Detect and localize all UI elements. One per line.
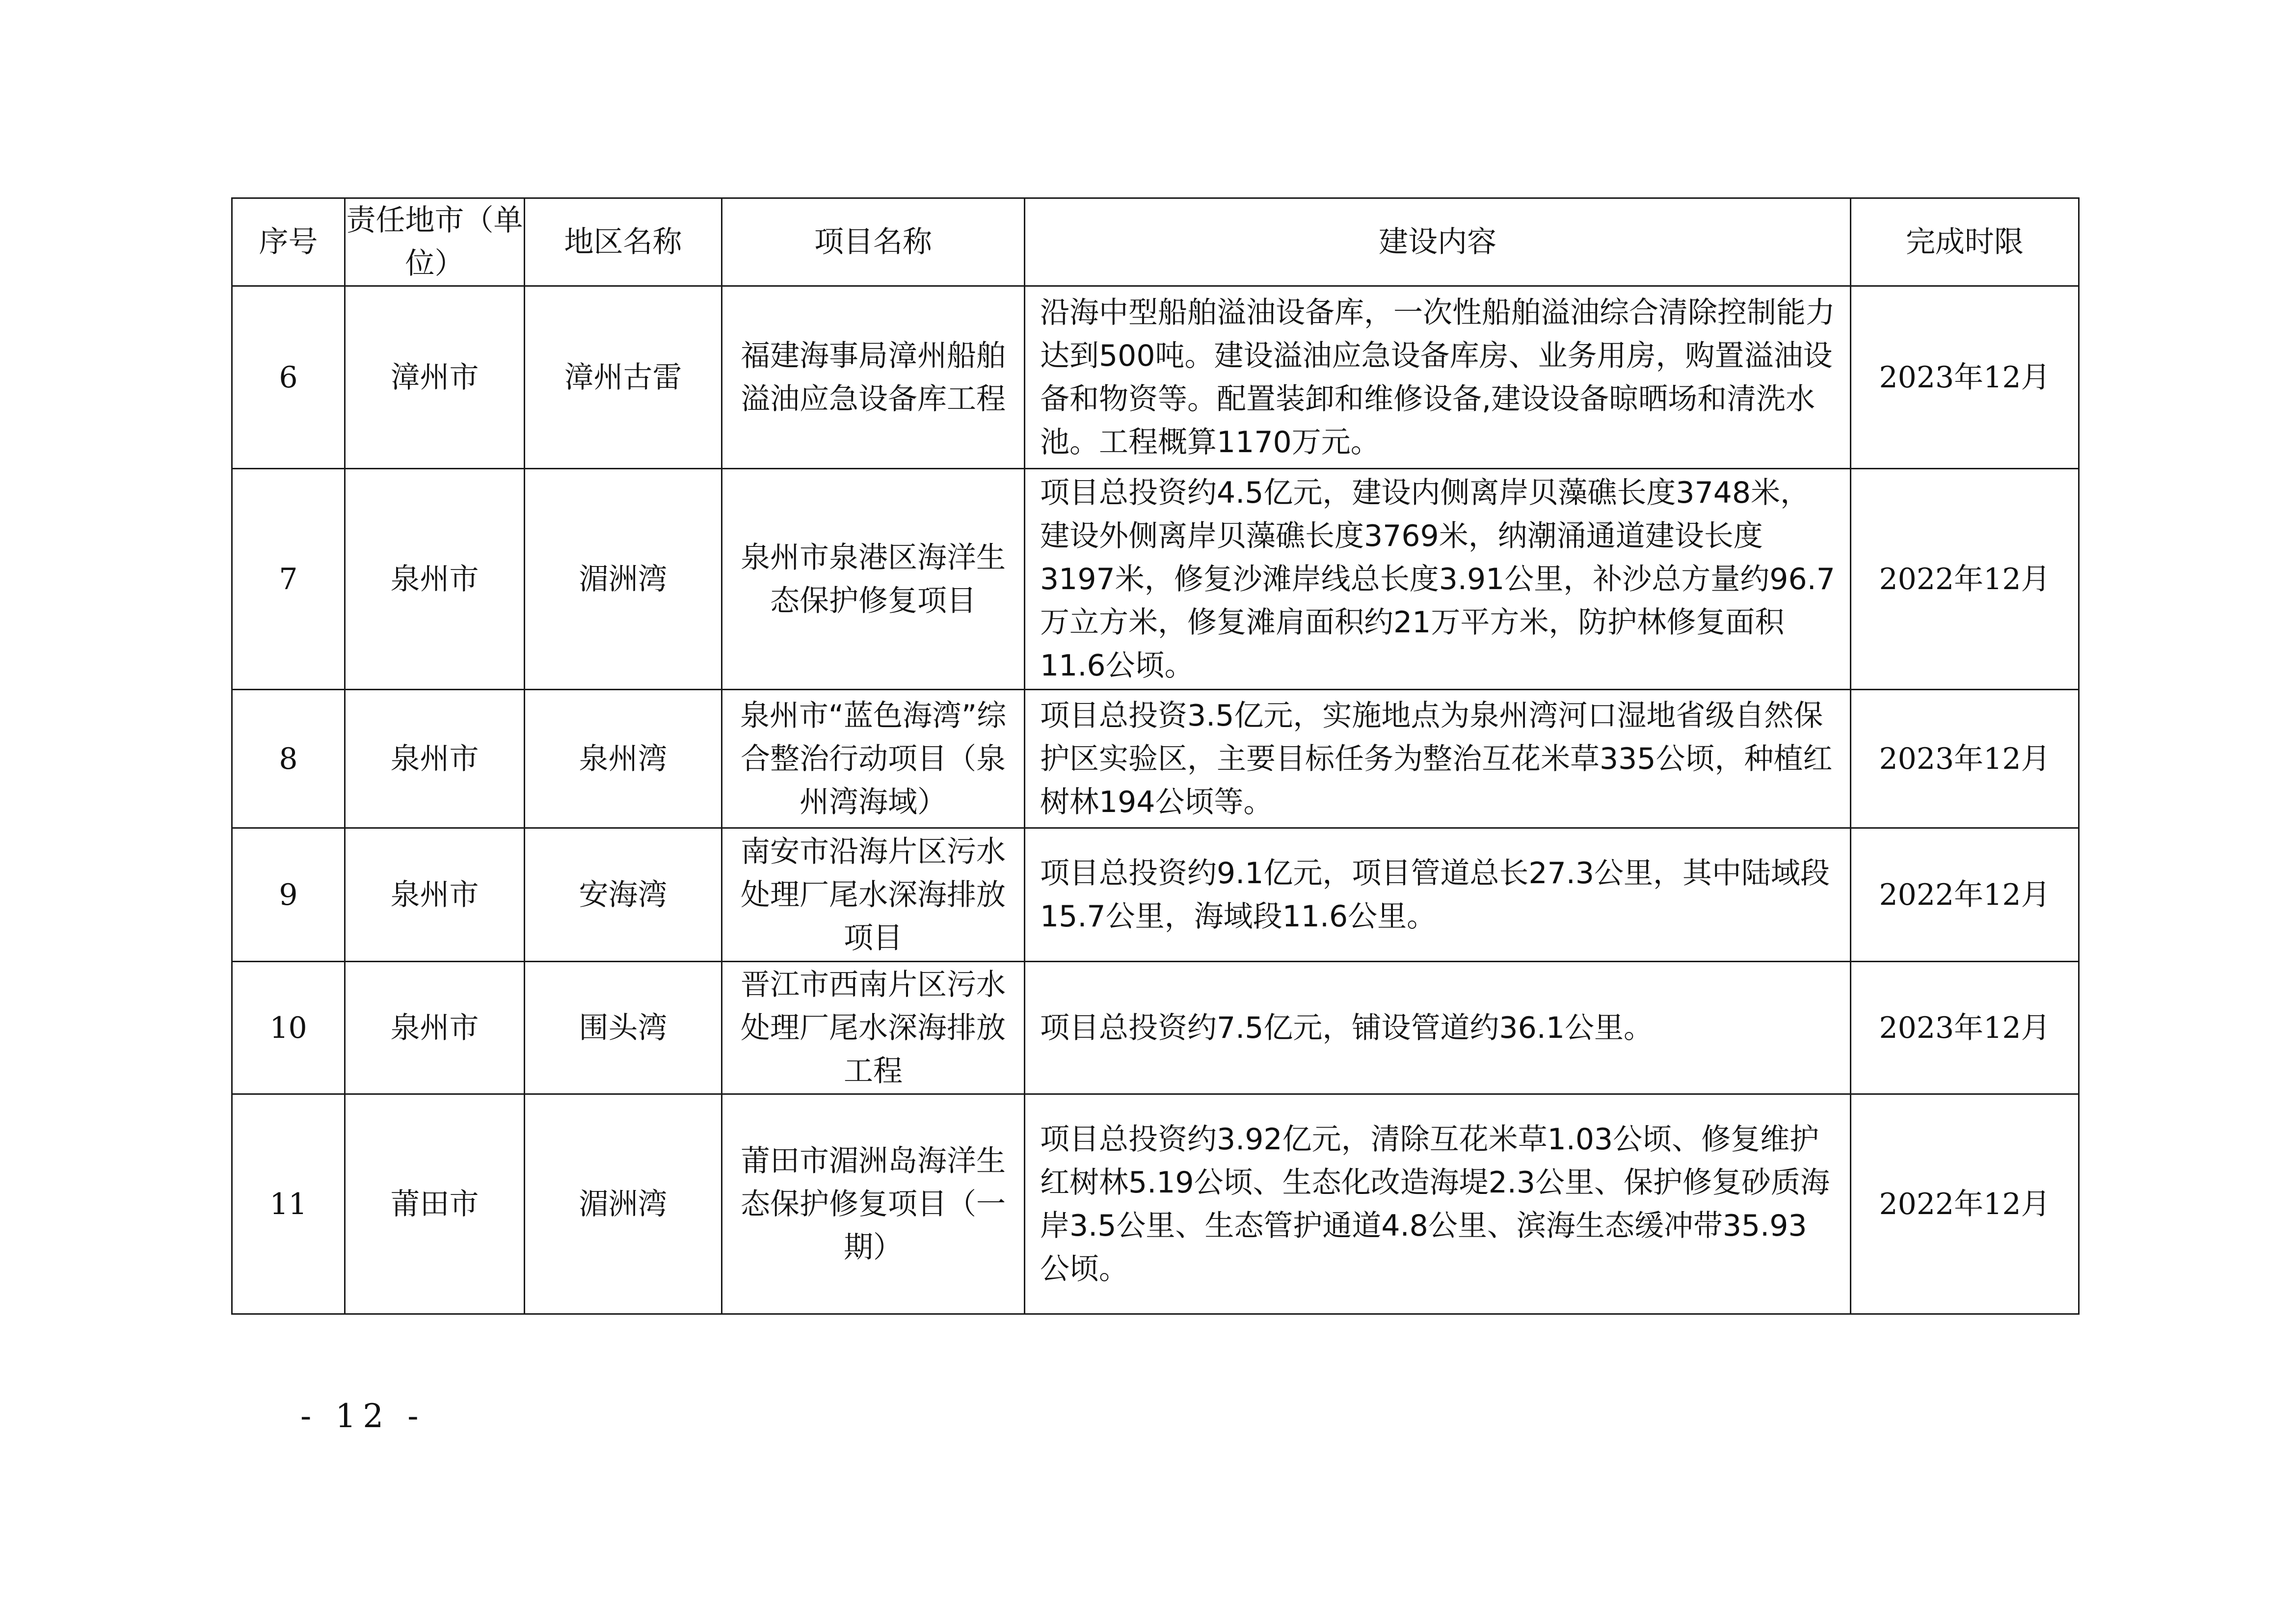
cell-area: 安海湾	[525, 828, 722, 962]
header-area: 地区名称	[525, 198, 722, 286]
cell-city: 莆田市	[345, 1094, 525, 1314]
table-row	[232, 1094, 2079, 1314]
table-header-row	[232, 198, 2079, 286]
table-row	[232, 962, 2079, 1094]
cell-deadline: 2023年12月	[1851, 690, 2079, 828]
cell-no: 11	[232, 1094, 345, 1314]
header-content: 建设内容	[1025, 198, 1851, 286]
page-number: - 12 -	[300, 1397, 426, 1435]
cell-city: 泉州市	[345, 469, 525, 690]
cell-city: 泉州市	[345, 962, 525, 1094]
cell-no: 9	[232, 828, 345, 962]
cell-deadline: 2023年12月	[1851, 286, 2079, 469]
cell-area: 泉州湾	[525, 690, 722, 828]
table-row	[232, 286, 2079, 469]
cell-content: 项目总投资约9.1亿元，项目管道总长27.3公里，其中陆域段15.7公里，海域段11.6公里。	[1025, 828, 1851, 962]
cell-project: 莆田市湄洲岛海洋生态保护修复项目（一期）	[722, 1094, 1025, 1314]
cell-area: 漳州古雷	[525, 286, 722, 469]
header-city: 责任地市（单位）	[345, 198, 525, 286]
cell-no: 6	[232, 286, 345, 469]
cell-city: 漳州市	[345, 286, 525, 469]
cell-content: 项目总投资约7.5亿元，铺设管道约36.1公里。	[1025, 962, 1851, 1094]
cell-project: 福建海事局漳州船舶溢油应急设备库工程	[722, 286, 1025, 469]
cell-area: 湄洲湾	[525, 469, 722, 690]
cell-deadline: 2022年12月	[1851, 828, 2079, 962]
cell-project: 晋江市西南片区污水处理厂尾水深海排放工程	[722, 962, 1025, 1094]
cell-content: 项目总投资3.5亿元，实施地点为泉州湾河口湿地省级自然保护区实验区，主要目标任务为整治互花米草335公顷，种植红树林194公顷等。	[1025, 690, 1851, 828]
header-project: 项目名称	[722, 198, 1025, 286]
cell-area: 围头湾	[525, 962, 722, 1094]
cell-no: 10	[232, 962, 345, 1094]
cell-no: 8	[232, 690, 345, 828]
cell-deadline: 2022年12月	[1851, 1094, 2079, 1314]
project-table	[231, 197, 2080, 1315]
cell-city: 泉州市	[345, 690, 525, 828]
cell-project: 泉州市“蓝色海湾”综合整治行动项目（泉州湾海域）	[722, 690, 1025, 828]
table-row	[232, 690, 2079, 828]
table-row	[232, 828, 2079, 962]
cell-city: 泉州市	[345, 828, 525, 962]
header-deadline: 完成时限	[1851, 198, 2079, 286]
cell-area: 湄洲湾	[525, 1094, 722, 1314]
cell-deadline: 2022年12月	[1851, 469, 2079, 690]
table-row	[232, 469, 2079, 690]
cell-project: 南安市沿海片区污水处理厂尾水深海排放项目	[722, 828, 1025, 962]
cell-content: 项目总投资约4.5亿元，建设内侧离岸贝藻礁长度3748米，建设外侧离岸贝藻礁长度3769米，纳潮涌通道建设长度3197米，修复沙滩岸线总长度3.91公里，补沙总方量约96.7万立方米，修复滩肩面积约21万平方米，防护林修复面积11.6公顷。	[1025, 469, 1851, 690]
cell-no: 7	[232, 469, 345, 690]
header-no: 序号	[232, 198, 345, 286]
cell-project: 泉州市泉港区海洋生态保护修复项目	[722, 469, 1025, 690]
cell-content: 沿海中型船舶溢油设备库，一次性船舶溢油综合清除控制能力达到500吨。建设溢油应急设备库房、业务用房，购置溢油设备和物资等。配置装卸和维修设备,建设设备晾晒场和清洗水池。工程概算1170万元。	[1025, 286, 1851, 469]
cell-content: 项目总投资约3.92亿元，清除互花米草1.03公顷、修复维护红树林5.19公顷、生态化改造海堤2.3公里、保护修复砂质海岸3.5公里、生态管护通道4.8公里、滨海生态缓冲带35.93公顷。	[1025, 1094, 1851, 1314]
cell-deadline: 2023年12月	[1851, 962, 2079, 1094]
